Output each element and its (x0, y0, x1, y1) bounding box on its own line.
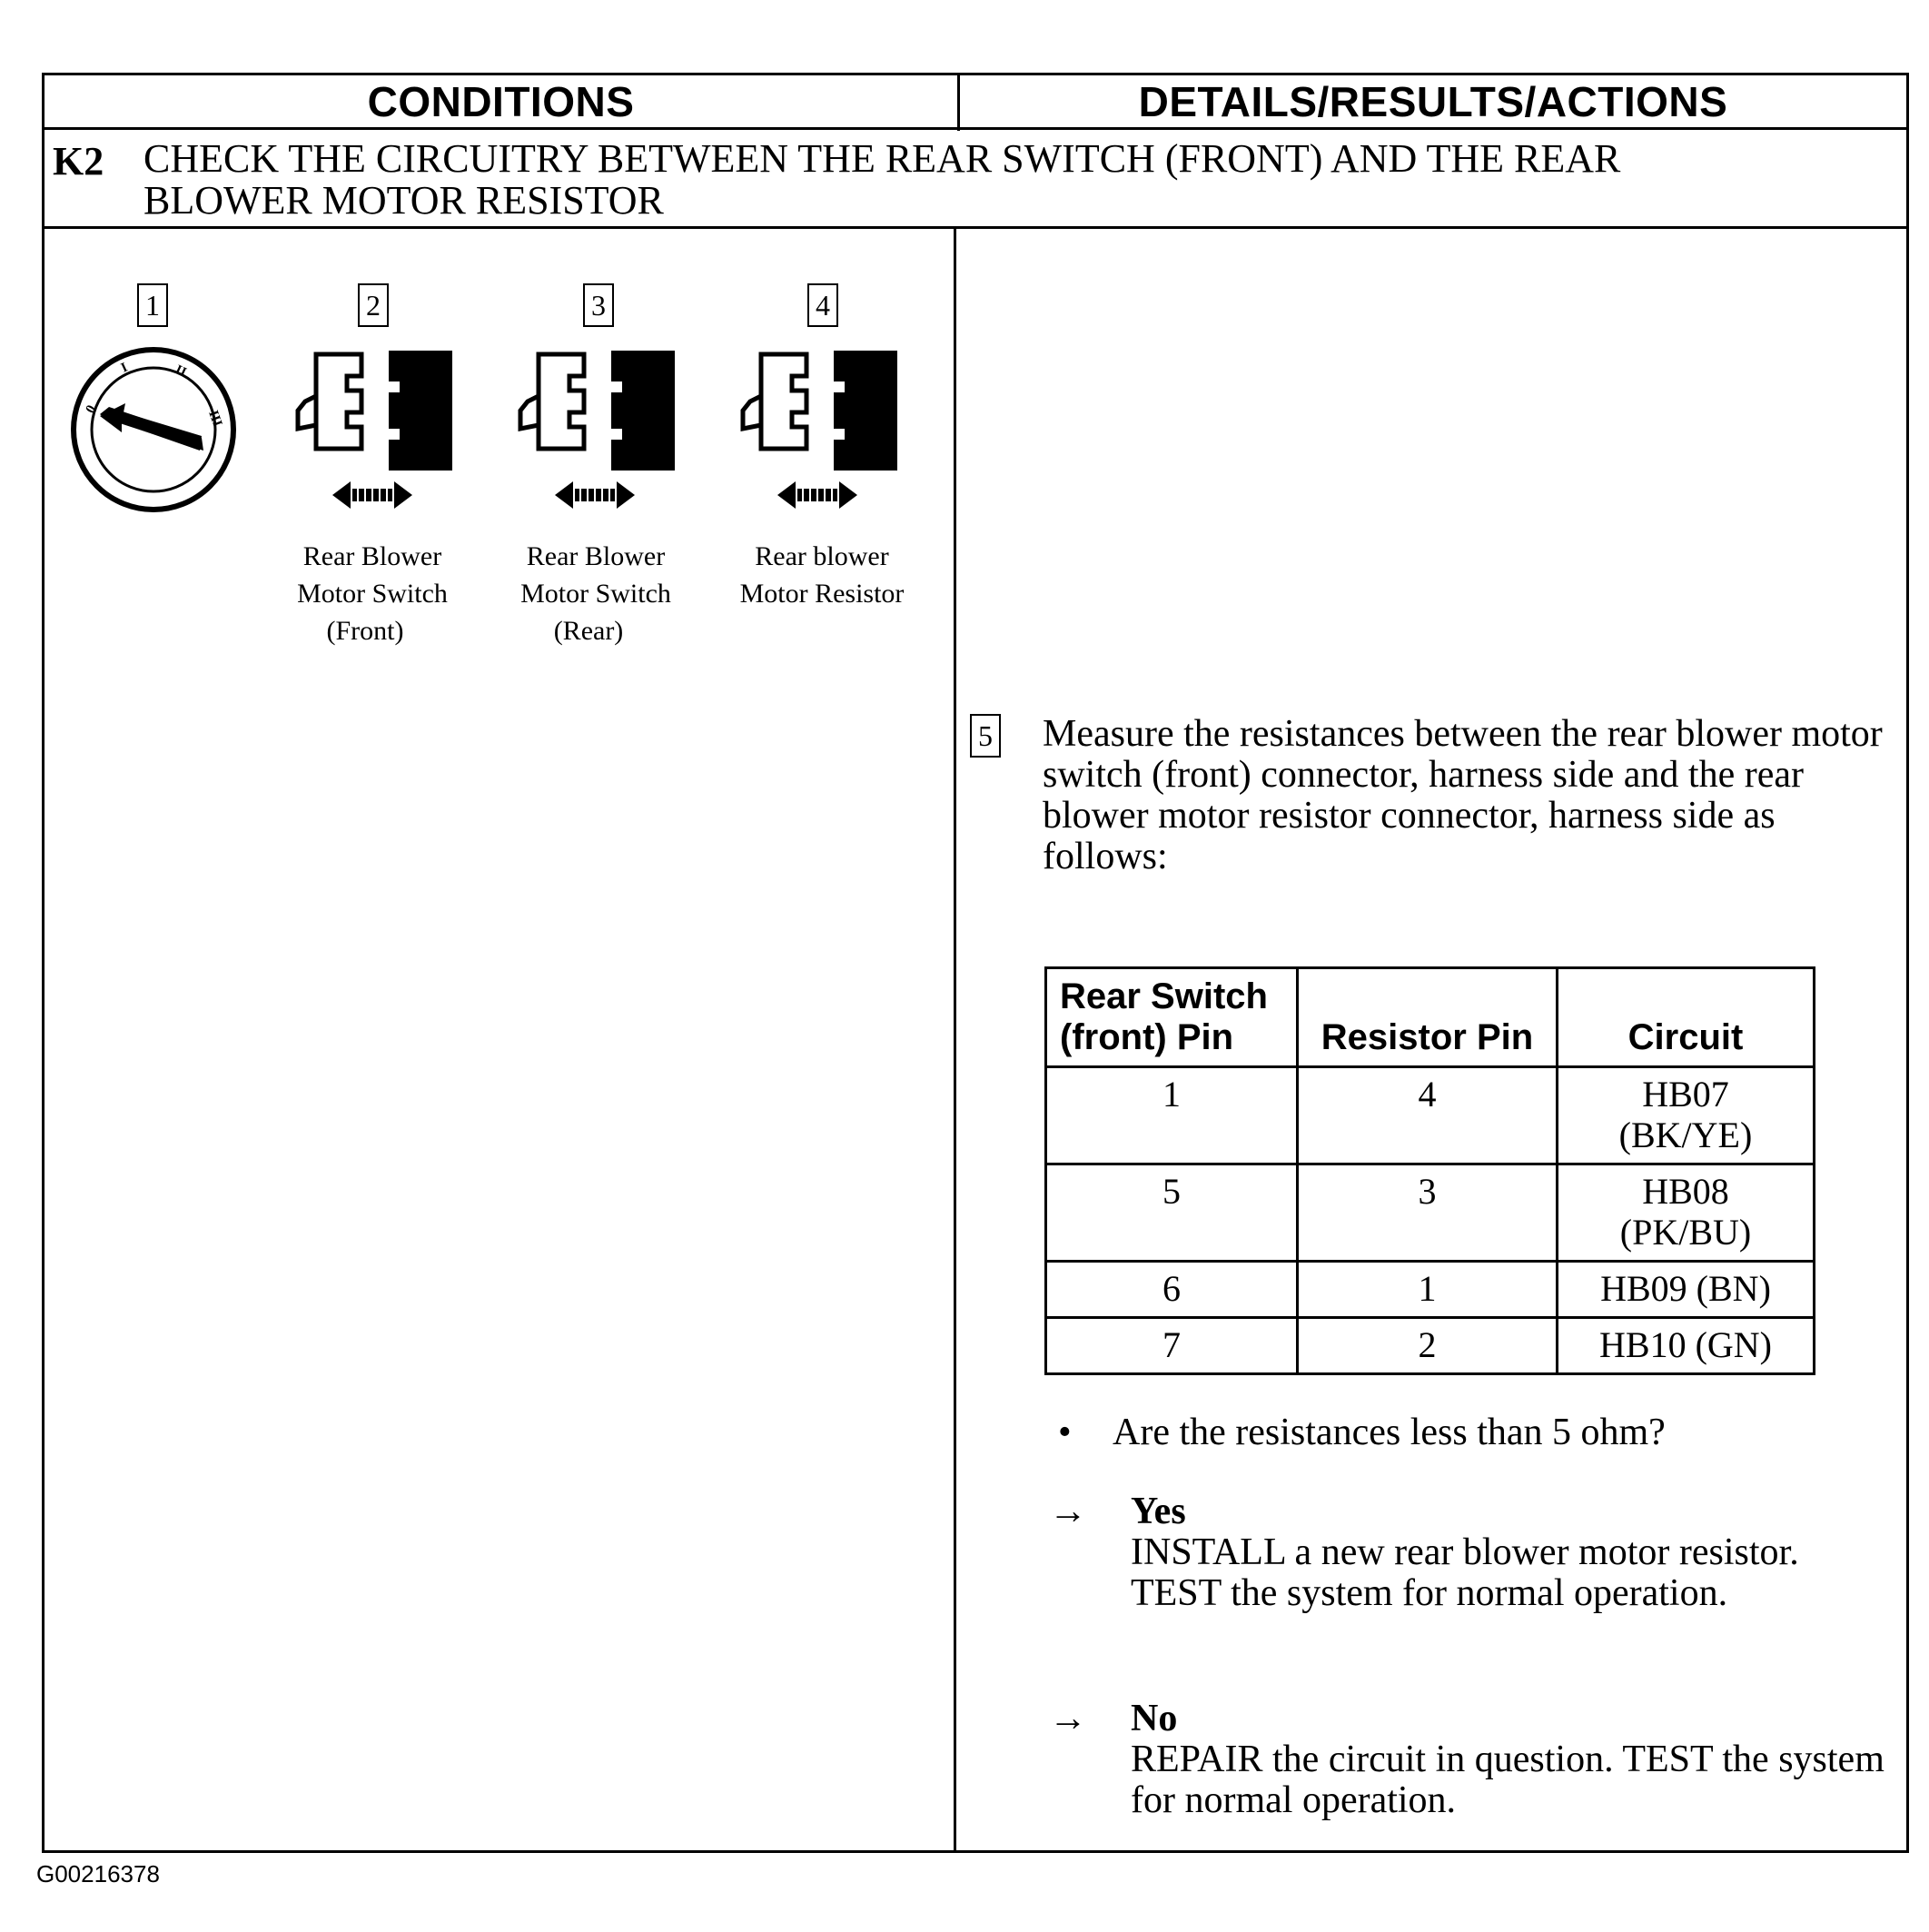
question-line (1049, 1411, 1666, 1454)
circuit-cell: HB07 (BK/YE) (1558, 1067, 1815, 1164)
step-title (143, 138, 1869, 222)
outcome-yes-label: Yes (1131, 1491, 1186, 1532)
table-row (1046, 1164, 1815, 1262)
switch-pin-cell: 5 (1046, 1164, 1298, 1262)
details-header: DETAILS/RESULTS/ACTIONS (1138, 78, 1728, 125)
switch-pin-cell: 1 (1046, 1067, 1298, 1164)
outcome-no (1049, 1699, 1894, 1826)
resistor-pin-cell: 3 (1298, 1164, 1558, 1262)
figure-id: G00216378 (36, 1860, 160, 1887)
connector-icon (734, 345, 906, 518)
svg-text:I: I (118, 360, 130, 376)
question-text: Are the resistances less than 5 ohm? (1113, 1412, 1666, 1453)
header-divider (42, 127, 1909, 130)
circuit-cell: HB08 (PK/BU) (1558, 1164, 1815, 1262)
step-box-3: 3 (583, 283, 614, 327)
table-row (1046, 1262, 1815, 1318)
header-rear-switch-pin: Rear Switch (front) Pin (1046, 968, 1298, 1067)
step-title-line2: BLOWER MOTOR RESISTOR (143, 178, 664, 223)
header-circuit: Circuit (1558, 968, 1815, 1067)
table-row (1046, 1067, 1815, 1164)
body-column-divider (954, 226, 956, 1853)
step-title-line1: CHECK THE CIRCUITRY BETWEEN THE REAR SWITCH (FRONT) AND THE REAR (143, 136, 1621, 181)
caption-rear-switch-front: Rear Blower Motor Switch (Front) (297, 541, 448, 646)
caption-rear-resistor: Rear blower Motor Resistor (739, 541, 905, 609)
table-row (1046, 1318, 1815, 1374)
step-id: K2 (53, 139, 104, 183)
outcome-yes-text: INSTALL a new rear blower motor resistor. TEST the system for normal operation. (1131, 1531, 1799, 1614)
circuit-cell: HB09 (BN) (1558, 1262, 1815, 1318)
resistance-table (1044, 966, 1815, 1375)
header-resistor-pin: Resistor Pin (1298, 968, 1558, 1067)
right-arrow-icon: → (1049, 1698, 1087, 1739)
step-title-divider (42, 226, 1909, 229)
step-box-1: 1 (137, 283, 168, 327)
connector-icon (511, 345, 684, 518)
switch-pin-cell: 6 (1046, 1262, 1298, 1318)
conditions-header: CONDITIONS (367, 78, 635, 125)
svg-text:0: 0 (83, 402, 100, 416)
resistor-pin-cell: 4 (1298, 1067, 1558, 1164)
right-arrow-icon: → (1049, 1491, 1087, 1532)
instruction-text: Measure the resistances between the rear blower motor switch (front) connector, harness side and the rear blower motor resistor connector, harness side as follows: (1043, 713, 1883, 877)
resistor-pin-cell: 1 (1298, 1262, 1558, 1318)
outcome-no-text: REPAIR the circuit in question. TEST the system for normal operation. (1131, 1739, 1884, 1821)
caption-rear-switch-rear: Rear Blower Motor Switch (Rear) (520, 541, 671, 646)
resistor-pin-cell: 2 (1298, 1318, 1558, 1374)
outcome-no-label: No (1131, 1698, 1178, 1739)
ignition-switch-icon (67, 343, 240, 516)
svg-text:III: III (205, 408, 225, 429)
outcome-yes (1049, 1491, 1894, 1655)
table-header-row (1046, 968, 1815, 1067)
svg-text:II: II (173, 362, 189, 381)
circuit-cell: HB10 (GN) (1558, 1318, 1815, 1374)
bullet-icon: • (1058, 1412, 1072, 1453)
switch-pin-cell: 7 (1046, 1318, 1298, 1374)
connector-icon (289, 345, 461, 518)
step-box-4: 4 (807, 283, 838, 327)
step-box-2: 2 (358, 283, 389, 327)
step-box-5: 5 (970, 714, 1001, 758)
